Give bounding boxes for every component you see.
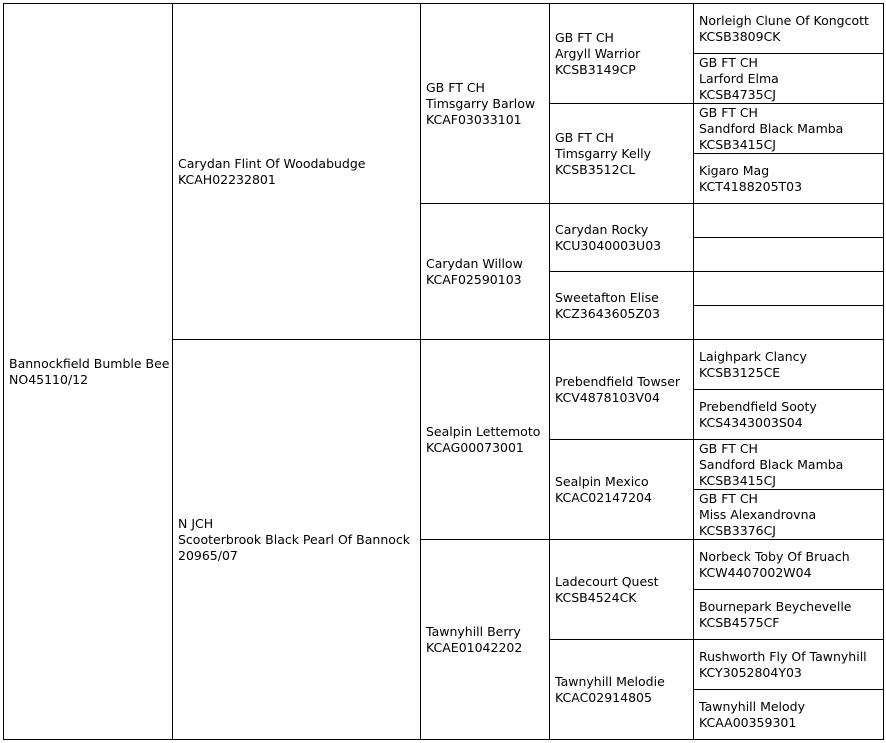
pedigree-line: GB FT CH (555, 29, 614, 45)
pedigree-line: KCAF03033101 (426, 111, 522, 127)
pedigree-line: KCAF02590103 (426, 271, 522, 287)
pedigree-line: GB FT CH (699, 54, 758, 70)
great-great-grandparent-cell (693, 589, 884, 640)
great-great-grandparent-cell (693, 53, 884, 104)
pedigree-line: KCV4878103V04 (555, 389, 660, 405)
pedigree-line: Prebendfield Towser (555, 373, 681, 389)
pedigree-line: Timsgarry Barlow (426, 95, 536, 111)
great-great-grandparent-cell (693, 539, 884, 590)
pedigree-line: KCSB4524CK (555, 589, 637, 605)
grandparent-cell (420, 539, 550, 740)
pedigree-line: Carydan Flint Of Woodabudge (178, 155, 366, 171)
pedigree-line: Scooterbrook Black Pearl Of Bannock (178, 531, 411, 547)
pedigree-line: KCAC02147204 (555, 489, 652, 505)
pedigree-line: KCU3040003U03 (555, 237, 662, 253)
pedigree-line: KCW4407002W04 (699, 564, 812, 580)
great-grandparent-cell (549, 439, 694, 540)
great-great-grandparent-cell (693, 305, 884, 340)
dam-cell (172, 339, 421, 740)
pedigree-line: Tawnyhill Berry (426, 623, 521, 639)
pedigree-line: NO45110/12 (9, 371, 89, 387)
grandparent-cell (420, 203, 550, 340)
great-great-grandparent-cell (693, 439, 884, 490)
pedigree-line: KCS4343003S04 (699, 414, 803, 430)
pedigree-line: Bournepark Beychevelle (699, 598, 852, 614)
pedigree-line: KCAH02232801 (178, 171, 276, 187)
pedigree-line: Ladecourt Quest (555, 573, 659, 589)
pedigree-line: Laighpark Clancy (699, 348, 807, 364)
great-great-grandparent-cell (693, 639, 884, 690)
pedigree-line: Carydan Rocky (555, 221, 649, 237)
pedigree-line: KCSB3415CJ (699, 136, 776, 152)
pedigree-line: KCSB3149CP (555, 61, 636, 77)
pedigree-line: KCSB4735CJ (699, 86, 776, 102)
pedigree-line: GB FT CH (555, 129, 614, 145)
great-grandparent-cell (549, 339, 694, 440)
pedigree-line: KCAG00073001 (426, 439, 524, 455)
pedigree-table (3, 3, 883, 739)
pedigree-line: Miss Alexandrovna (699, 506, 817, 522)
pedigree-line: Sealpin Mexico (555, 473, 649, 489)
great-grandparent-cell (549, 203, 694, 272)
pedigree-line: KCAC02914805 (555, 689, 652, 705)
pedigree-line: KCAE01042202 (426, 639, 523, 655)
great-great-grandparent-cell (693, 389, 884, 440)
pedigree-line: KCSB3125CE (699, 364, 781, 380)
pedigree-line: Kigaro Mag (699, 162, 770, 178)
pedigree-line: Rushworth Fly Of Tawnyhill (699, 648, 867, 664)
pedigree-line: KCSB3809CK (699, 28, 781, 44)
pedigree-line: N JCH (178, 515, 214, 531)
great-great-grandparent-cell (693, 3, 884, 54)
pedigree-line: 20965/07 (178, 547, 238, 563)
great-grandparent-cell (549, 103, 694, 204)
pedigree-line: Larford Elma (699, 70, 779, 86)
grandparent-cell (420, 339, 550, 540)
great-great-grandparent-cell (693, 339, 884, 390)
pedigree-line: GB FT CH (426, 79, 485, 95)
pedigree-line: Bannockfield Bumble Bee (9, 355, 170, 371)
pedigree-line: GB FT CH (699, 104, 758, 120)
pedigree-line: KCT4188205T03 (699, 178, 803, 194)
pedigree-line: Prebendfield Sooty (699, 398, 817, 414)
great-grandparent-cell (549, 271, 694, 340)
great-grandparent-cell (549, 3, 694, 104)
pedigree-line: KCSB3376CJ (699, 522, 776, 538)
subject-dog-cell (3, 3, 173, 740)
pedigree-line: Tawnyhill Melody (699, 698, 806, 714)
pedigree-line: Carydan Willow (426, 255, 523, 271)
pedigree-line: Sealpin Lettemoto (426, 423, 541, 439)
pedigree-line: Sandford Black Mamba (699, 120, 844, 136)
pedigree-line: Argyll Warrior (555, 45, 641, 61)
pedigree-line: Sweetafton Elise (555, 289, 659, 305)
pedigree-line: Timsgarry Kelly (555, 145, 652, 161)
pedigree-line: KCSB3512CL (555, 161, 636, 177)
great-great-grandparent-cell (693, 689, 884, 740)
pedigree-line: KCSB4575CF (699, 614, 780, 630)
pedigree-line: KCAA00359301 (699, 714, 797, 730)
grandparent-cell (420, 3, 550, 204)
sire-cell (172, 3, 421, 340)
great-great-grandparent-cell (693, 103, 884, 154)
great-great-grandparent-cell (693, 203, 884, 238)
pedigree-line: GB FT CH (699, 440, 758, 456)
pedigree-line: KCZ3643605Z03 (555, 305, 660, 321)
pedigree-line: KCSB3415CJ (699, 472, 776, 488)
pedigree-line: Sandford Black Mamba (699, 456, 844, 472)
great-great-grandparent-cell (693, 153, 884, 204)
great-great-grandparent-cell (693, 271, 884, 306)
great-grandparent-cell (549, 639, 694, 740)
pedigree-line: Norleigh Clune Of Kongcott (699, 12, 869, 28)
great-grandparent-cell (549, 539, 694, 640)
pedigree-line: KCY3052804Y03 (699, 664, 802, 680)
great-great-grandparent-cell (693, 237, 884, 272)
great-great-grandparent-cell (693, 489, 884, 540)
pedigree-line: Tawnyhill Melodie (555, 673, 665, 689)
pedigree-line: GB FT CH (699, 490, 758, 506)
pedigree-line: Norbeck Toby Of Bruach (699, 548, 850, 564)
